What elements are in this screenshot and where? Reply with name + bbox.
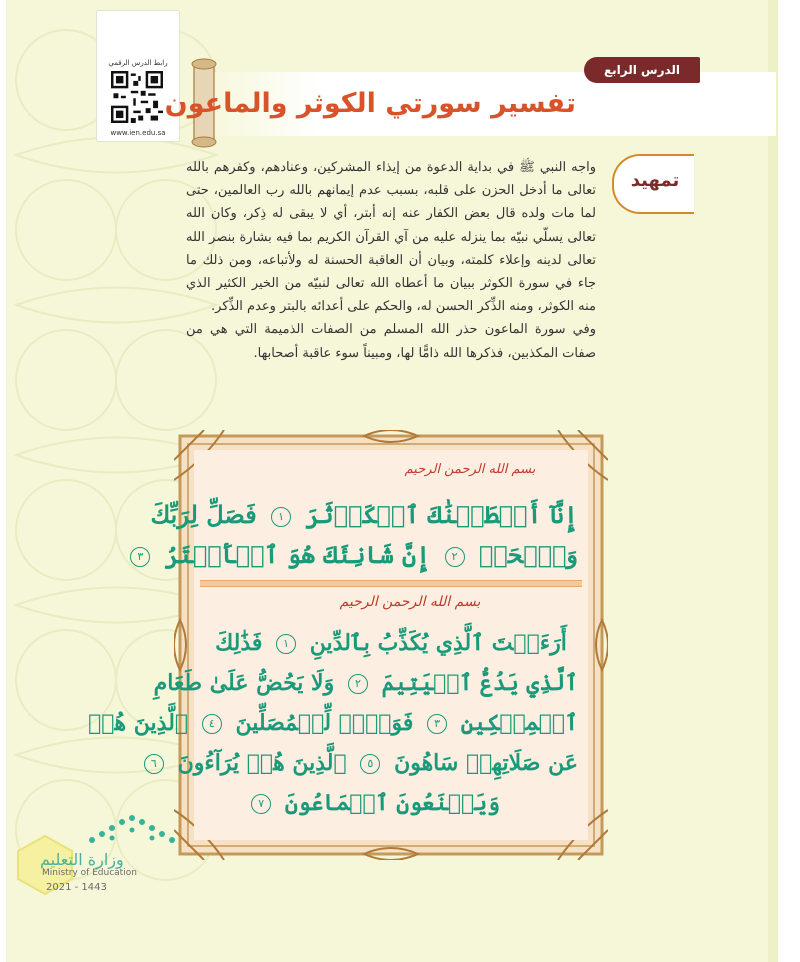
verse-text: وَيَمۡنَعُونَ ٱلۡمَاعُونَ [284,790,500,816]
verse-text: أَرَءَيۡتَ ٱلَّذِي يُكَذِّبُ بِٱلدِّينِ [309,630,567,656]
verse-text: فَذَٰلِكَ [215,630,263,656]
qr-code-icon[interactable] [111,71,163,123]
basmala-maun: بسم الله الرحمن الرحيم [339,594,481,610]
intro-paragraph-2: وفي سورة الماعون حذر الله المسلم من الصفات الذميمة التي هي من صفات المكذبين، فذكرها الله ذامًّا لها، ومبيناً سوء عاقبة أصحابها. [186,322,596,361]
verse-number: ٤ [202,714,222,734]
verse-text: فَوَيۡلٞ لِّلۡمُصَلِّينَ [235,710,414,736]
intro-paragraph-1: واجه النبي ﷺ في بداية الدعوة من إيذاء المشركين، وعنادهم، وكفرهم بالله تعالى ما أدخل الحزن على قلبه، بسبب عدم إيمانهم بالله رب العالمين، حتى لما مات ولده قال بعض الكفار عنه إنه أبتر، أي لا يبقى له ذِكر، وكان الله تعالى يسلّي نبيّه بما ينزله عليه من آي القرآن الكريم بما فيه بشارة بنصر الله تعالى لدينه وإعلاء كلمته، وبيان أن العاقبة الحسنة له ولأتباعه، ومن ذلك ما جاء في سورة الكوثر ببيان ما أعطاه الله تعالى لنبيّه من الخير الكثير الذي منه الكوثر، ومنه الذِّكر الحسن له، والحكم على أعدائه بالبتر وعدم الذِّكر. [186,160,596,315]
verse-number: ١ [271,507,291,527]
ministry-logo-dots [84,812,180,848]
lesson-number-badge: الدرس الرابع [584,57,700,83]
ministry-year: 2021 - 1443 [46,882,107,893]
ministry-name-arabic: وزارة التعليم [40,850,124,869]
page-edge-strip [768,0,778,962]
basmala-kawthar: بسم الله الرحمن الرحيم [404,462,536,477]
ministry-name-english: Ministry of Education [42,868,137,878]
verse-text: ٱلَّذِينَ هُمۡ يُرَآءُونَ [177,750,347,776]
verse-text: ٱلۡمِسۡكِينِ [460,710,578,736]
intro-heading: تمهيد [630,170,680,191]
verse-text: إِنَّ شَانِئَكَ هُوَ ٱلۡأَبۡتَرُ [164,540,431,569]
verse-number: ٥ [360,754,380,774]
maun-line-4 [150,750,578,776]
verse-number: ٢ [445,547,465,567]
page-title: تفسير سورتي الكوثر والماعون [164,88,576,119]
verse-text: ٱلَّذِي يَدُعُّ ٱلۡيَتِيمَ [381,670,578,696]
surah-divider [200,580,582,587]
verse-text: وَلَا يَحُضُّ عَلَىٰ طَعَامِ [153,670,335,696]
maun-line-5 [258,790,500,816]
verse-number: ٦ [144,754,164,774]
verse-number: ٧ [251,794,271,814]
intro-text [186,156,596,365]
maun-line-1 [204,630,578,656]
qr-url: www.ien.edu.sa [110,129,166,137]
kawthar-line-1 [150,500,578,529]
maun-line-3 [88,710,578,736]
verse-text: ٱلَّذِينَ هُمۡ [88,710,189,736]
qr-code-card[interactable] [96,10,180,142]
verse-number: ٣ [130,547,150,567]
verse-text: إِنَّآ أَعۡطَيۡنَٰكَ ٱلۡكَوۡثَرَ [305,500,578,529]
verse-number: ٣ [427,714,447,734]
verse-text: وَٱنۡحَرۡ [478,540,578,569]
verse-number: ٢ [348,674,368,694]
verse-text: عَن صَلَاتِهِمۡ سَاهُونَ [394,750,578,776]
kawthar-line-2 [137,540,578,569]
verse-number: ١ [276,634,296,654]
maun-line-2 [153,670,578,696]
verse-text: فَصَلِّ لِرَبِّكَ [150,500,257,529]
qr-title: رابط الدرس الرقمي [108,59,168,67]
